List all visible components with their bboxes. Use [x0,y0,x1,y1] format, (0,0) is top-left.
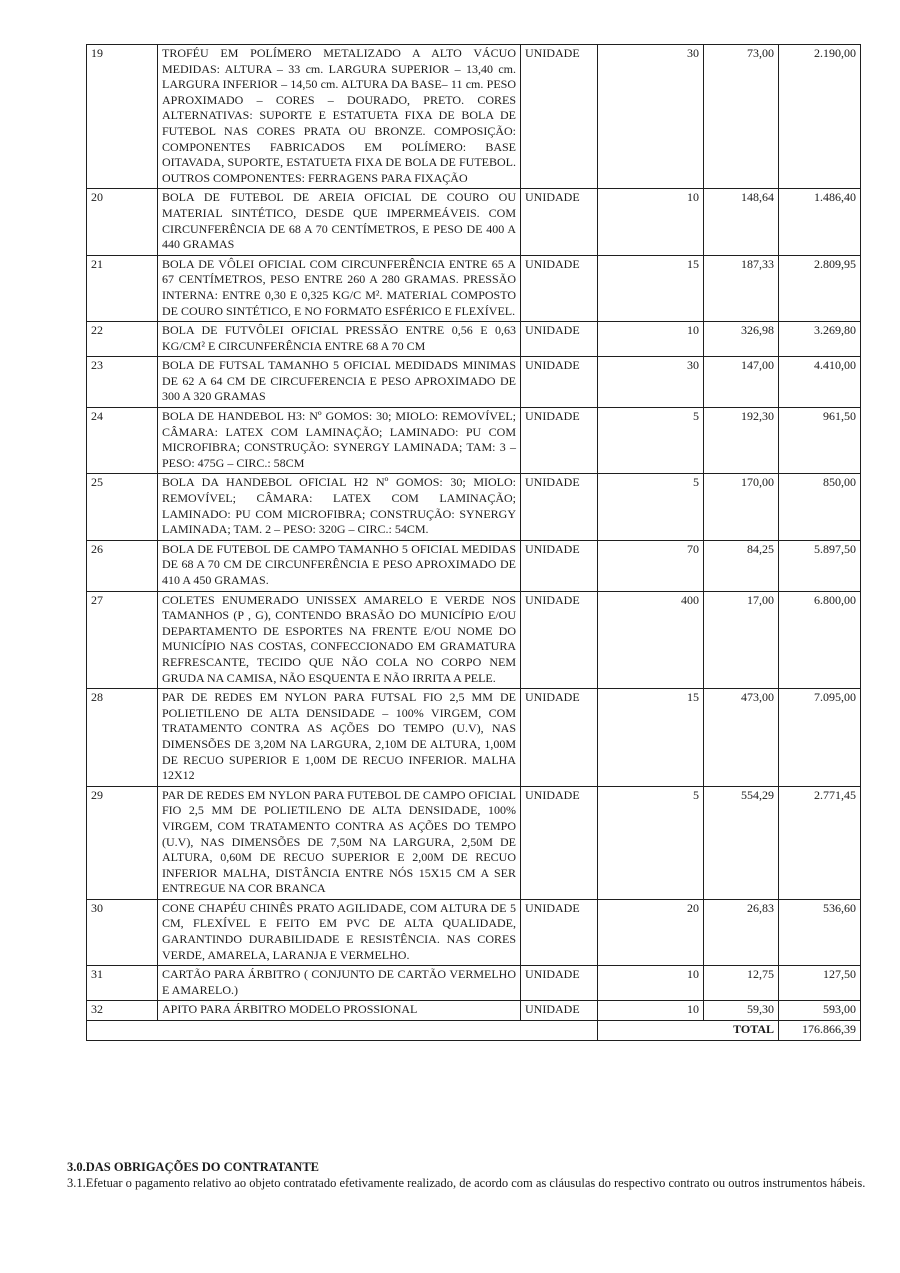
unit-cell: UNIDADE [521,591,598,689]
description-cell: COLETES ENUMERADO UNISSEX AMARELO E VERDE NOS TAMANHOS (P , G), CONTENDO BRASÃO DO MUNICÍPIO E/OU DEPARTAMENTO DE ESPORTES NA FRENTE E/OU NOME DO MUNICÍPIO NAS COSTAS, CONFECCIONADO EM GRAMATURA REFRESCANTE, TECIDO QUE NÃO COLA NO CORPO NEM GRUDA NA CAMISA, NÃO ESQUENTA E NÃO IRRITA A PELE. [158,591,521,689]
unit-price-cell: 192,30 [704,408,779,474]
unit-price-cell: 17,00 [704,591,779,689]
description-cell: BOLA DE FUTSAL TAMANHO 5 OFICIAL MEDIDADS MINIMAS DE 62 A 64 CM DE CIRCUFERENCIA E PESO APROXIMADO DE 300 A 320 GRAMAS [158,357,521,408]
table-row [87,357,861,408]
unit-price-cell: 473,00 [704,689,779,787]
unit-price-cell: 12,75 [704,966,779,1001]
table-row [87,689,861,787]
item-cell: 28 [87,689,158,787]
total-cell: 2.809,95 [779,255,861,321]
item-cell: 20 [87,189,158,255]
unit-cell: UNIDADE [521,357,598,408]
unit-cell: UNIDADE [521,966,598,1001]
table-row [87,408,861,474]
quantity-cell: 30 [598,357,704,408]
quantity-cell: 10 [598,1001,704,1021]
table-row [87,189,861,255]
table-row [87,1001,861,1021]
description-cell: CARTÃO PARA ÁRBITRO ( CONJUNTO DE CARTÃO VERMELHO E AMARELO.) [158,966,521,1001]
description-cell: TROFÉU EM POLÍMERO METALIZADO A ALTO VÁCUO MEDIDAS: ALTURA – 33 cm. LARGURA SUPERIOR – 13,40 cm. LARGURA INFERIOR – 14,50 cm. ALTURA DA BASE– 11 cm. PESO APROXIMADO – CORES – DOURADO, PRETO. CORES ALTERNATIVAS: SUPORTE E ESTATUETA FIXA DE BOLA DE FUTEBOL NAS CORES PRATA OU BRONZE. COMPOSIÇÃO: COMPONENTES FABRICADOS EM POLÍMERO: BASE OITAVADA, SUPORTE, ESTATUETA FIXA DE BOLA DE FUTEBOL. OUTROS COMPONENTES: FERRAGENS PARA FIXAÇÃO [158,45,521,189]
unit-price-cell: 554,29 [704,786,779,899]
total-cell: 2.190,00 [779,45,861,189]
total-cell: 6.800,00 [779,591,861,689]
quantity-cell: 15 [598,255,704,321]
unit-price-cell: 147,00 [704,357,779,408]
quantity-cell: 20 [598,899,704,965]
description-cell: BOLA DE HANDEBOL H3: Nº GOMOS: 30; MIOLO: REMOVÍVEL; CÂMARA: LATEX COM LAMINAÇÃO; LAMINADO: PU COM MICROFIBRA; CONSTRUÇÃO: SYNERGY LAMINADA; TAM: 3 – PESO: 475G – CIRC.: 58CM [158,408,521,474]
unit-price-cell: 59,30 [704,1001,779,1021]
quantity-cell: 15 [598,689,704,787]
unit-price-cell: 73,00 [704,45,779,189]
quantity-cell: 5 [598,474,704,540]
item-cell: 22 [87,322,158,357]
unit-price-cell: 148,64 [704,189,779,255]
quantity-cell: 5 [598,786,704,899]
description-cell: PAR DE REDES EM NYLON PARA FUTEBOL DE CAMPO OFICIAL FIO 2,5 MM DE POLIETILENO DE ALTA DENSIDADE, 100% VIRGEM, COM TRATAMENTO CONTRA AS AÇÕES DO TEMPO (U.V), NAS DIMENSÕES DE 7,50M NA LARGURA, 2,50M DE ALTURA, 0,60M DE RECUO SUPERIOR E 2,00M DE RECUO INFERIOR MALHA, DISTÂNCIA ENTRE NÓS 15X15 CM A SER ENTREGUE NA COR BRANCA [158,786,521,899]
item-cell: 21 [87,255,158,321]
total-cell: 593,00 [779,1001,861,1021]
unit-cell: UNIDADE [521,45,598,189]
quantity-cell: 10 [598,189,704,255]
item-cell: 31 [87,966,158,1001]
total-cell: 3.269,80 [779,322,861,357]
quantity-cell: 70 [598,540,704,591]
table-row [87,322,861,357]
description-cell: APITO PARA ÁRBITRO MODELO PROSSIONAL [158,1001,521,1021]
section-heading: 3.0.DAS OBRIGAÇÕES DO CONTRATANTE [67,1160,320,1174]
total-cell: 7.095,00 [779,689,861,787]
item-cell: 27 [87,591,158,689]
description-cell: BOLA DE FUTEBOL DE CAMPO TAMANHO 5 OFICIAL MEDIDAS DE 68 A 70 CM DE CIRCUNFERÊNCIA E PESO APROXIMADO DE 410 A 450 GRAMAS. [158,540,521,591]
quantity-cell: 10 [598,322,704,357]
quantity-cell: 30 [598,45,704,189]
unit-cell: UNIDADE [521,899,598,965]
item-cell: 29 [87,786,158,899]
unit-cell: UNIDADE [521,689,598,787]
unit-price-cell: 170,00 [704,474,779,540]
unit-price-cell: 26,83 [704,899,779,965]
item-cell: 23 [87,357,158,408]
unit-cell: UNIDADE [521,1001,598,1021]
quantity-cell: 10 [598,966,704,1001]
unit-price-cell: 187,33 [704,255,779,321]
description-cell: BOLA DE VÔLEI OFICIAL COM CIRCUNFERÊNCIA ENTRE 65 A 67 CENTÍMETROS, PESO ENTRE 260 A 280 GRAMAS. PRESSÃO INTERNA: ENTRE 0,30 E 0,325 KG/C M². MATERIAL COMPOSTO DE COURO SINTÉTICO, E NO FORMATO ESFÉRICO E FLEXÍVEL. [158,255,521,321]
unit-cell: UNIDADE [521,255,598,321]
unit-cell: UNIDADE [521,408,598,474]
section-obligations [67,1159,875,1191]
description-cell: BOLA DA HANDEBOL OFICIAL H2 Nº GOMOS: 30; MIOLO: REMOVÍVEL; CÂMARA: LATEX COM LAMINAÇÃO; LAMINADO: PU COM MICROFIBRA; CONSTRUÇÃO: SYNERGY LAMINADA; TAM. 2 – PESO: 320G – CIRC.: 54CM. [158,474,521,540]
quantity-cell: 5 [598,408,704,474]
description-cell: BOLA DE FUTEBOL DE AREIA OFICIAL DE COURO OU MATERIAL SINTÉTICO, DESDE QUE IMPERMEÁVEIS. COM CIRCUNFERÊNCIA DE 68 A 70 CENTÍMETROS, E PESO DE 400 A 440 GRAMAS [158,189,521,255]
section-paragraph: 3.1.Efetuar o pagamento relativo ao objeto contratado efetivamente realizado, de acordo com as cláusulas do respectivo contrato ou outros instrumentos hábeis. [67,1176,866,1190]
unit-cell: UNIDADE [521,540,598,591]
total-label: TOTAL [598,1021,779,1041]
item-cell: 32 [87,1001,158,1021]
total-cell: 961,50 [779,408,861,474]
quantity-cell: 400 [598,591,704,689]
total-cell: 2.771,45 [779,786,861,899]
item-cell: 26 [87,540,158,591]
table-row [87,255,861,321]
item-cell: 30 [87,899,158,965]
description-cell: CONE CHAPÉU CHINÊS PRATO AGILIDADE, COM ALTURA DE 5 CM, FLEXÍVEL E FEITO EM PVC DE ALTA QUALIDADE, GARANTINDO DURABILIDADE E RESISTÊNCIA. NAS CORES VERDE, AMARELA, LARANJA E VERMELHO. [158,899,521,965]
total-cell: 127,50 [779,966,861,1001]
total-row [87,1021,861,1041]
total-cell: 1.486,40 [779,189,861,255]
items-table [86,44,861,1041]
unit-cell: UNIDADE [521,322,598,357]
total-cell: 4.410,00 [779,357,861,408]
total-cell: 5.897,50 [779,540,861,591]
unit-price-cell: 326,98 [704,322,779,357]
total-spacer-cell [87,1021,598,1041]
total-cell: 850,00 [779,474,861,540]
description-cell: BOLA DE FUTVÔLEI OFICIAL PRESSÃO ENTRE 0,56 E 0,63 KG/CM² E CIRCUNFERÊNCIA ENTRE 68 A 70 CM [158,322,521,357]
table-row [87,786,861,899]
table-row [87,591,861,689]
item-cell: 24 [87,408,158,474]
table-row [87,45,861,189]
item-cell: 25 [87,474,158,540]
total-value: 176.866,39 [779,1021,861,1041]
table-row [87,474,861,540]
unit-price-cell: 84,25 [704,540,779,591]
unit-cell: UNIDADE [521,786,598,899]
items-table-body [87,45,861,1041]
unit-cell: UNIDADE [521,189,598,255]
total-cell: 536,60 [779,899,861,965]
item-cell: 19 [87,45,158,189]
table-row [87,966,861,1001]
table-row [87,899,861,965]
unit-cell: UNIDADE [521,474,598,540]
table-row [87,540,861,591]
description-cell: PAR DE REDES EM NYLON PARA FUTSAL FIO 2,5 MM DE POLIETILENO DE ALTA DENSIDADE – 100% VIRGEM, COM TRATAMENTO CONTRA AS AÇÕES DO TEMPO (U.V), NAS DIMENSÕES DE 3,20M NA LARGURA, 2,10M DE ALTURA, 1,00M DE RECUO SUPERIOR E 1,00M DE RECUO INFERIOR. MALHA 12X12 [158,689,521,787]
